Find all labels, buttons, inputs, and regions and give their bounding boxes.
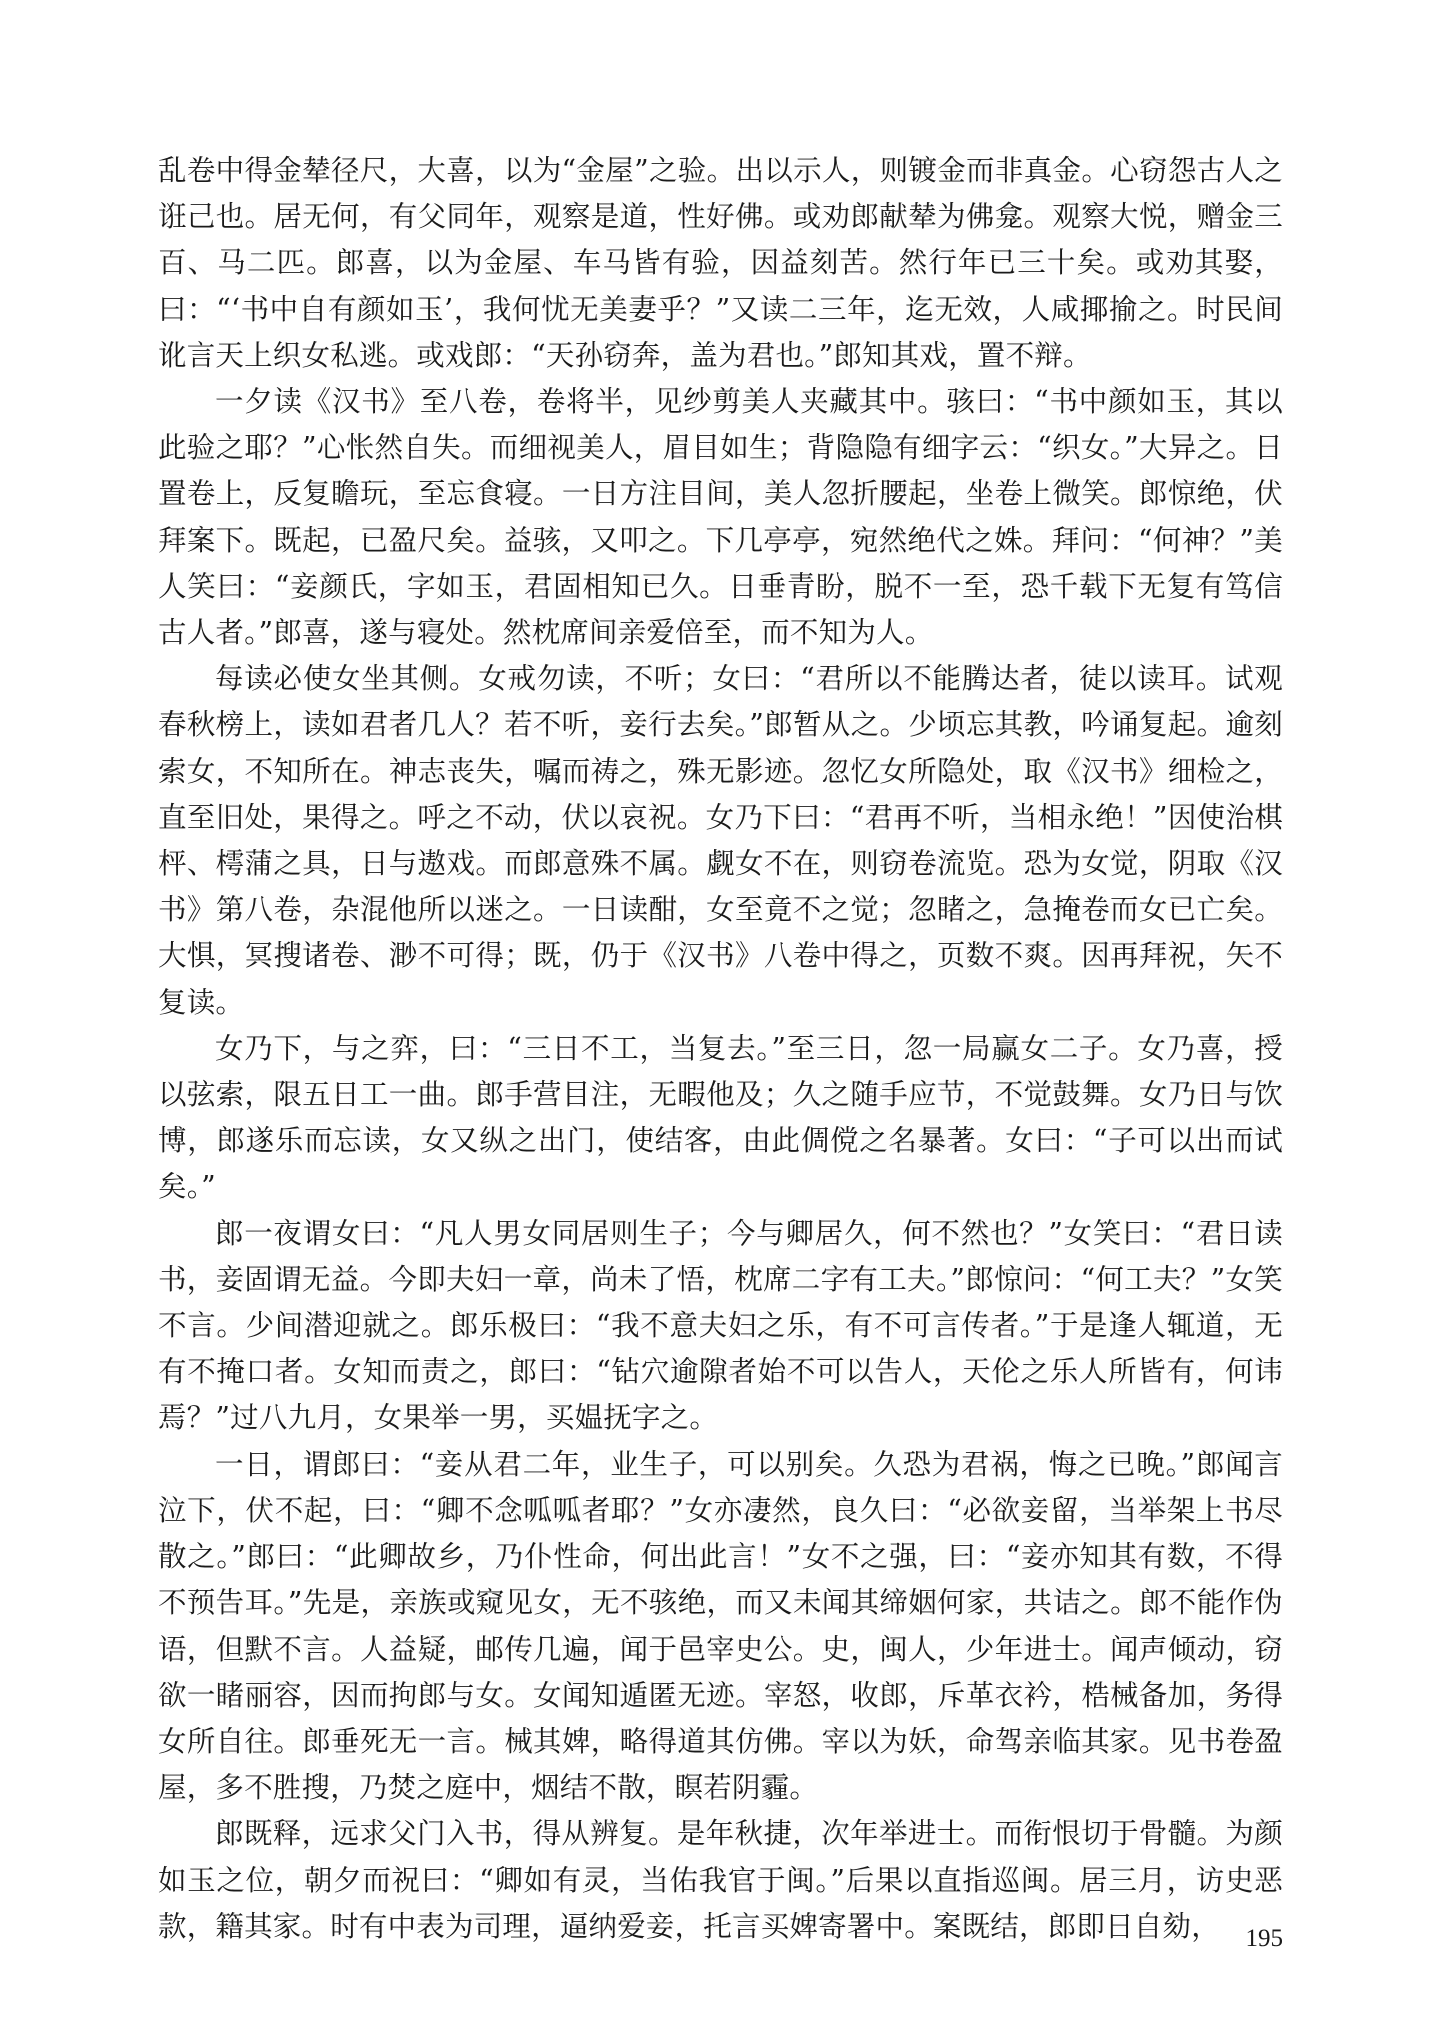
main-text xyxy=(158,148,1283,1950)
paragraph: 一日，谓郎曰：“妾从君二年，业生子，可以别矣。久恐为君祸，悔之已晚。”郎闻言泣下，伏不起，曰：“卿不念呱呱者耶？”女亦凄然，良久曰：“必欲妾留，当举架上书尽散之。”郎曰：“此卿故乡，乃仆性命，何出此言！”女不之强，曰：“妾亦知其有数，不得不预告耳。”先是，亲族或窥见女，无不骇绝，而又未闻其缔姻何家，共诘之。郎不能作伪语，但默不言。人益疑，邮传几遍，闻于邑宰史公。史，闽人，少年进士。闻声倾动，窃欲一睹丽容，因而拘郎与女。女闻知遁匿无迹。宰怒，收郎，斥革衣衿，梏械备加，务得女所自往。郎垂死无一言。械其婢，略得道其仿佛。宰以为妖，命驾亲临其家。见书卷盈屋，多不胜搜，乃焚之庭中，烟结不散，瞑若阴霾。 xyxy=(158,1447,1283,1805)
paragraph: 郎一夜谓女曰：“凡人男女同居则生子；今与卿居久，何不然也？”女笑曰：“君日读书，妾固谓无益。今即夫妇一章，尚未了悟，枕席二字有工夫。”郎惊问：“何工夫？”女笑不言。少间潜迎就之。郎乐极曰：“我不意夫妇之乐，有不可言传者。”于是逢人辄道，无有不掩口者。女知而责之，郎曰：“钻穴逾隙者始不可以告人，天伦之乐人所皆有，何讳焉？”过八九月，女果举一男，买媪抚字之。 xyxy=(158,1216,1283,1435)
paragraph: 郎既释，远求父门入书，得从辨复。是年秋捷，次年举进士。而衔恨切于骨髓。为颜如玉之位，朝夕而祝曰：“卿如有灵，当佑我官于闽。”后果以直指巡闽。居三月，访史恶款，籍其家。时有中表为司理，逼纳爱妾，托言买婢寄署中。案既结，郎即日自劾， xyxy=(158,1817,1283,1943)
page-number: 195 xyxy=(1245,1925,1283,1952)
paragraph: 女乃下，与之弈，曰：“三日不工，当复去。”至三日，忽一局赢女二子。女乃喜，授以弦索，限五日工一曲。郎手营目注，无暇他及；久之随手应节，不觉鼓舞。女乃日与饮博，郎遂乐而忘读，女又纵之出门，使结客，由此倜傥之名暴著。女曰：“子可以出而试矣。” xyxy=(158,1031,1283,1204)
paragraph-continued: 乱卷中得金辇径尺，大喜，以为“金屋”之验。出以示人，则镀金而非真金。心窃怨古人之诳己也。居无何，有父同年，观察是道，性好佛。或劝郎献辇为佛龛。观察大悦，赠金三百、马二匹。郎喜，以为金屋、车马皆有验，因益刻苦。然行年已三十矣。或劝其娶，曰：“‘书中自有颜如玉’，我何忧无美妻乎？”又读二三年，迄无效，人咸揶揄之。时民间讹言天上织女私逃。或戏郎：“天孙窃奔，盖为君也。”郎知其戏，置不辩。 xyxy=(158,154,1283,372)
paragraph: 每读必使女坐其侧。女戒勿读，不听；女曰：“君所以不能腾达者，徒以读耳。试观春秋榜上，读如君者几人？若不听，妾行去矣。”郎暂从之。少顷忘其教，吟诵复起。逾刻索女，不知所在。神志丧失，嘱而祷之，殊无影迹。忽忆女所隐处，取《汉书》细检之，直至旧处，果得之。呼之不动，伏以哀祝。女乃下曰：“君再不听，当相永绝！”因使治棋枰、樗蒲之具，日与遨戏。而郎意殊不属。觑女不在，则窃卷流览。恐为女觉，阴取《汉书》第八卷，杂混他所以迷之。一日读酣，女至竟不之觉；忽睹之，急掩卷而女已亡矣。大惧，冥搜诸卷、渺不可得；既，仍于《汉书》八卷中得之，页数不爽。因再拜祝，矢不复读。 xyxy=(158,662,1283,1019)
paragraph: 一夕读《汉书》至八卷，卷将半，见纱剪美人夹藏其中。骇曰：“书中颜如玉，其以此验之耶？”心怅然自失。而细视美人，眉目如生；背隐隐有细字云：“织女。”大异之。日置卷上，反复瞻玩，至忘食寝。一日方注目间，美人忽折腰起，坐卷上微笑。郎惊绝，伏拜案下。既起，已盈尺矣。益骇，又叩之。下几亭亭，宛然绝代之姝。拜问：“何神？”美人笑曰：“妾颜氏，字如玉，君固相知已久。日垂青盼，脱不一至，恐千载下无复有笃信古人者。”郎喜，遂与寝处。然枕席间亲爱倍至，而不知为人。 xyxy=(158,385,1283,650)
